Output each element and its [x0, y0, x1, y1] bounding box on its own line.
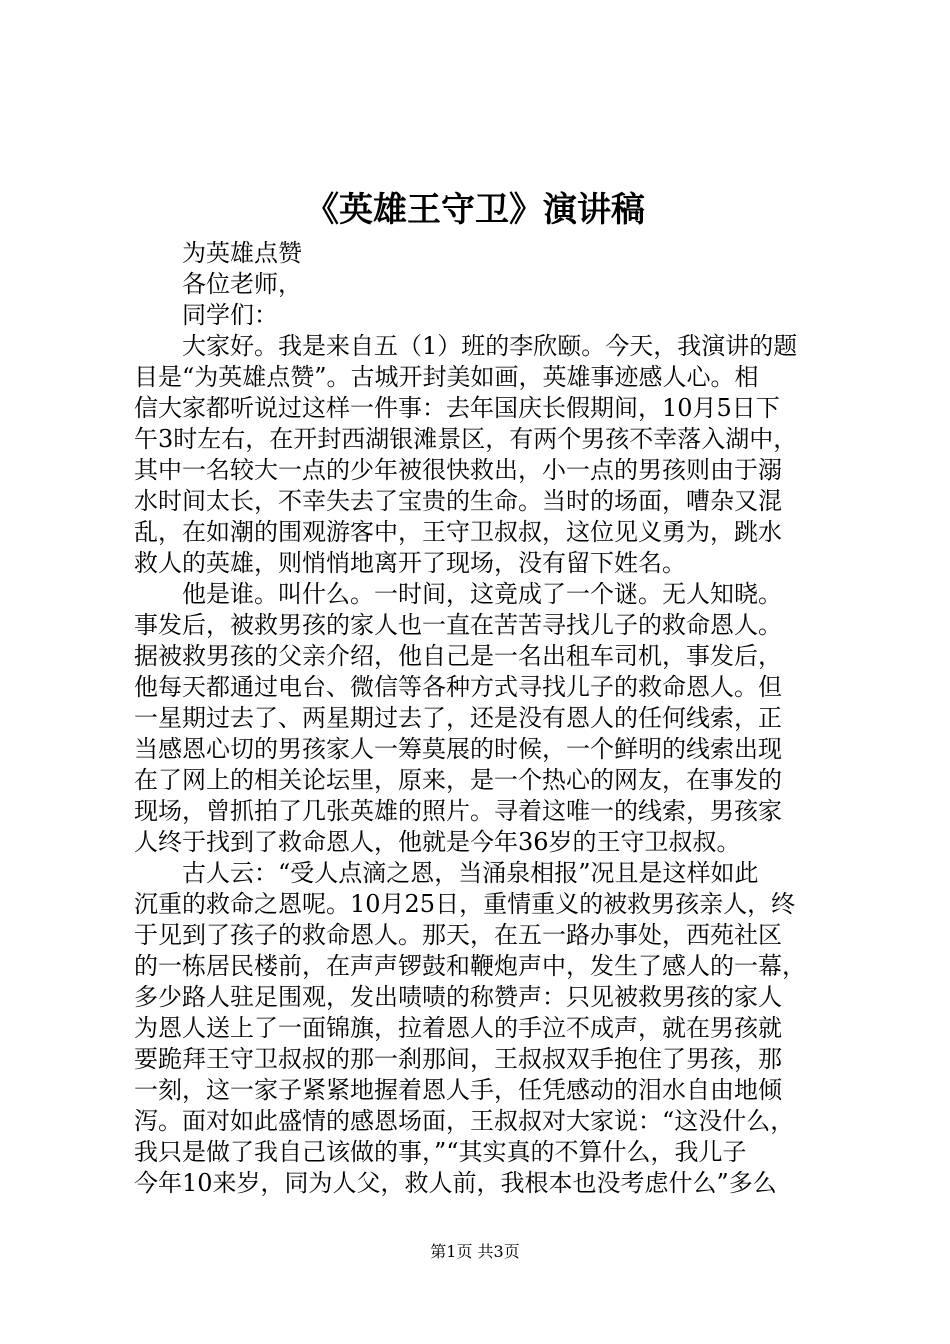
text-line: 我只是做了我自己该做的事，”“其实真的不算什么，我儿子: [134, 1138, 747, 1166]
text-line: 事发后，被救男孩的家人也一直在苦苦寻找儿子的救命恩人。: [134, 611, 782, 639]
text-line: 救人的英雄，则悄悄地离开了现场，没有留下姓名。: [134, 549, 686, 577]
text-line: 其中一名较大一点的少年被很快救出，小一点的男孩则由于溺: [134, 456, 782, 484]
text-line: 水时间太长，不幸失去了宝贵的生命。当时的场面，嘈杂又混: [134, 487, 782, 515]
text-line: 当感恩心切的男孩家人一筹莫展的时候，一个鲜明的线索出现: [134, 735, 782, 763]
text-line: 他每天都通过电台、微信等各种方式寻找儿子的救命恩人。但: [134, 673, 782, 701]
text-line: 午3时左右，在开封西湖银滩景区，有两个男孩不幸落入湖中，: [134, 425, 798, 453]
text-line: 同学们：: [182, 301, 278, 329]
document-title: 《英雄王守卫》演讲稿: [305, 190, 645, 230]
text-line: 现场，曾抓拍了几张英雄的照片。寻着这唯一的线索，男孩家: [134, 797, 782, 825]
text-line: 的一栋居民楼前，在声声锣鼓和鞭炮声中，发生了感人的一幕，: [134, 952, 806, 980]
text-line: 今年10来岁，同为人父，救人前，我根本也没考虑什么”多么: [134, 1169, 777, 1197]
text-line: 人终于找到了救命恩人，他就是今年36岁的王守卫叔叔。: [134, 828, 741, 856]
text-line: 大家好。我是来自五（1）班的李欣颐。今天，我演讲的题: [182, 332, 798, 360]
text-line: 一刻，这一家子紧紧地握着恩人手，任凭感动的泪水自由地倾: [134, 1076, 782, 1104]
text-line: 古人云：“受人点滴之恩，当涌泉相报”况且是这样如此: [182, 859, 759, 887]
text-line: 一星期过去了、两星期过去了，还是没有恩人的任何线索，正: [134, 704, 782, 732]
text-line: 泻。面对如此盛情的感恩场面，王叔叔对大家说：“这没什么，: [134, 1107, 795, 1135]
text-line: 要跪拜王守卫叔叔的那一刹那间，王叔叔双手抱住了男孩，那: [134, 1045, 782, 1073]
text-line: 信大家都听说过这样一件事：去年国庆长假期间，10月5日下: [134, 394, 780, 422]
text-line: 多少路人驻足围观，发出啧啧的称赞声：只见被救男孩的家人: [134, 983, 782, 1011]
text-line: 于见到了孩子的救命恩人。那天，在五一路办事处，西苑社区: [134, 921, 782, 949]
text-line: 在了网上的相关论坛里，原来，是一个热心的网友，在事发的: [134, 766, 782, 794]
text-line: 据被救男孩的父亲介绍，他自己是一名出租车司机，事发后，: [134, 642, 782, 670]
text-line: 乱，在如潮的围观游客中，王守卫叔叔，这位见义勇为，跳水: [134, 518, 782, 546]
text-line: 目是“为英雄点赞”。古城开封美如画，英雄事迹感人心。相: [134, 363, 759, 391]
document-body: [134, 238, 834, 1199]
page-footer: 第1页 共3页: [430, 1242, 520, 1261]
text-line: 他是谁。叫什么。一时间，这竟成了一个谜。无人知晓。: [182, 580, 782, 608]
text-line: 为恩人送上了一面锦旗，拉着恩人的手泣不成声，就在男孩就: [134, 1014, 782, 1042]
text-line: 各位老师，: [182, 270, 302, 298]
text-line: 为英雄点赞: [182, 239, 302, 267]
text-line: 沉重的救命之恩呢。10月25日，重情重义的被救男孩亲人，终: [134, 890, 796, 918]
